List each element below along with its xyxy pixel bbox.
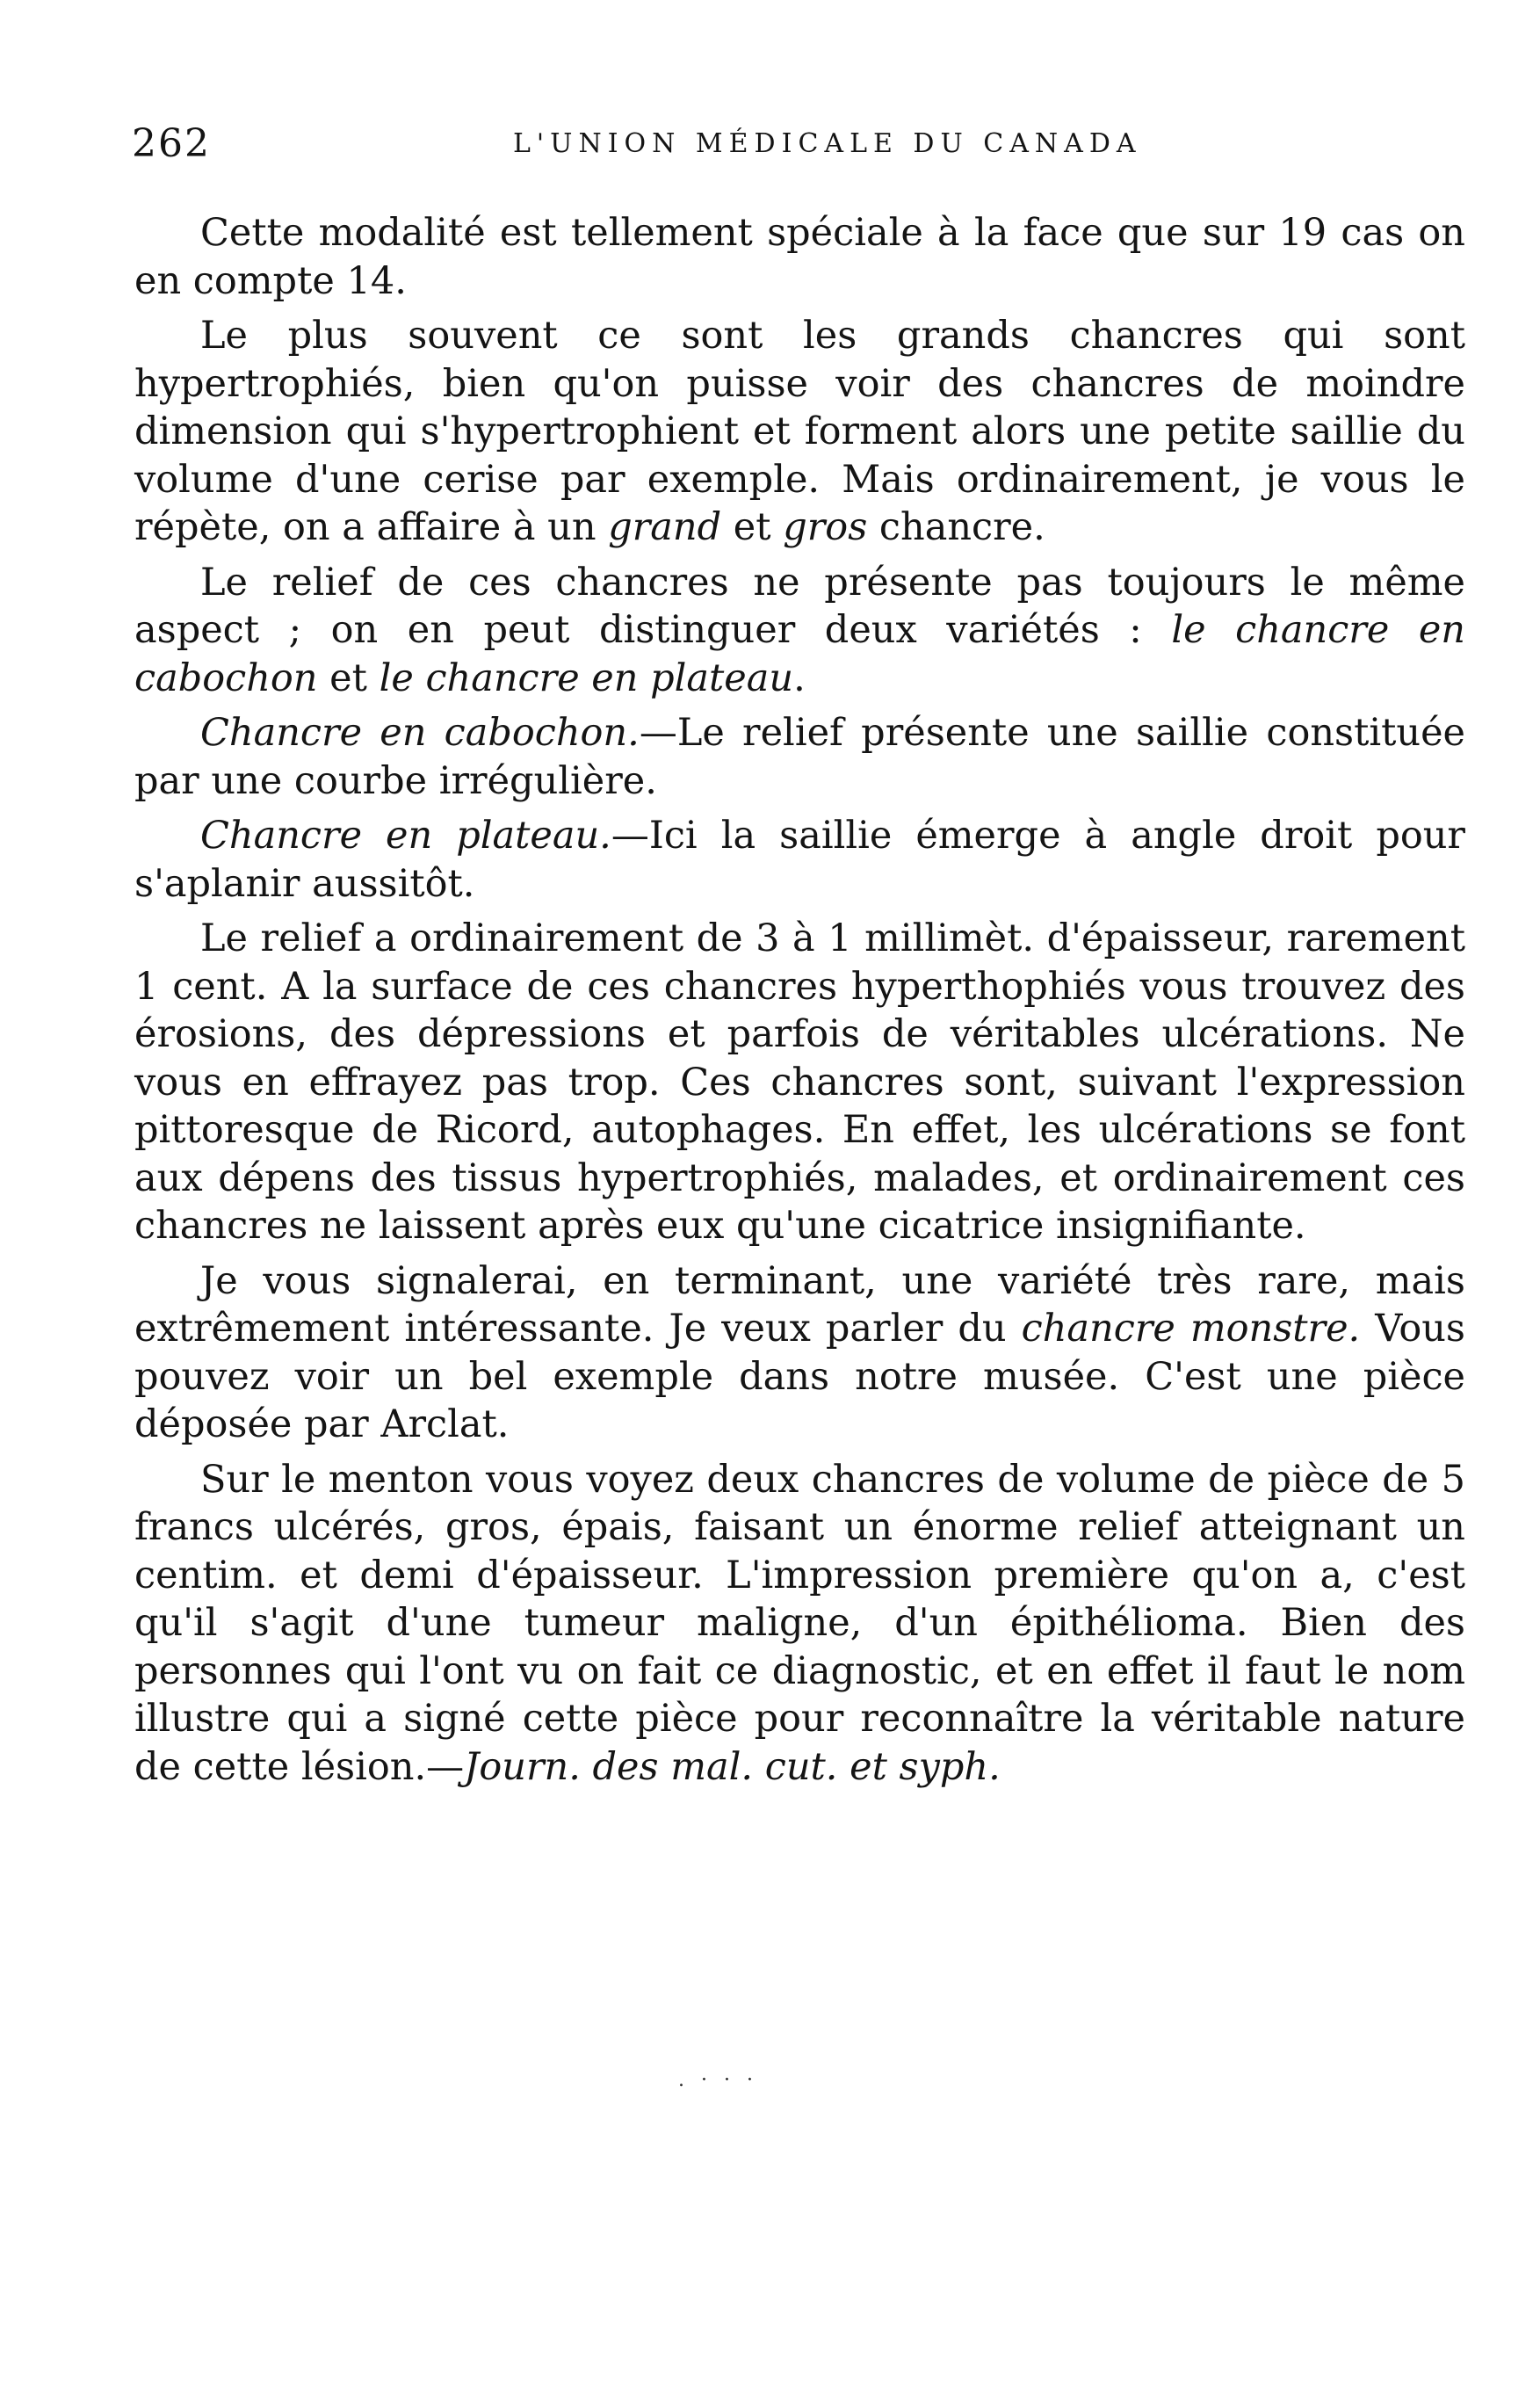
italic-term: chancre monstre. — [1021, 1307, 1361, 1351]
paragraph-8 — [134, 1456, 1465, 1792]
paragraph-1 — [134, 209, 1465, 305]
paragraph-text: chancre. — [867, 505, 1045, 549]
journal-title: L'UNION MÉDICALE DU CANADA — [513, 128, 1142, 159]
article-body — [134, 209, 1465, 1798]
paragraph-text: Le relief a ordinairement de 3 à 1 millimèt. d'épaisseur, rarement 1 cent. A la surface de ces chancres hyperthophiés vous trouvez des érosions, des dépressions et parfois de véritables ulcérations. Ne vous en effrayez pas trop. Ces chancres sont, suivant l'expression pittoresque de Ricord, autophages. En effet, les ulcérations se font aux dépens des tissus hypertrophiés, malades, et ordinairement ces chancres ne laissent après eux qu'une cicatrice insignifiante. — [134, 916, 1465, 1248]
italic-citation: Journ. des mal. cut. et syph. — [464, 1744, 1001, 1789]
italic-heading: Chancre en plateau. — [200, 814, 611, 858]
paragraph-text: Vous pouvez voir un bel exemple dans notre musée. C'est une pièce déposée par Arclat. — [134, 1307, 1465, 1446]
paragraph-text: Le plus souvent ce sont les grands chancres qui sont hypertrophiés, bien qu'on puisse voir des chancres de moindre dimension qui s'hypertrophient et forment alors une petite saillie du volume d'une cerise par exemple. Mais ordinairement, je vous le répète, on a affaire à un — [134, 314, 1465, 549]
paragraph-2 — [134, 312, 1465, 552]
paragraph-3 — [134, 559, 1465, 703]
paragraph-5 — [134, 812, 1465, 908]
paragraph-text: et — [721, 505, 784, 549]
running-head — [132, 121, 1467, 174]
paragraph-text: Cette modalité est tellement spéciale à la face que sur 19 cas on en compte 14. — [134, 211, 1465, 303]
paragraph-text: —Le relief présente une saillie constituée par une courbe irrégulière. — [134, 711, 1465, 803]
paragraph-text: Je vous signalerai, en terminant, une variété très rare, mais extrêmement intéressante. Je veux parler du — [134, 1258, 1465, 1351]
paragraph-text: et — [317, 656, 380, 700]
italic-term: grand — [608, 505, 722, 549]
italic-heading: Chancre en cabochon. — [200, 711, 640, 755]
paragraph-7 — [134, 1257, 1465, 1449]
italic-term: gros — [783, 505, 868, 549]
paragraph-text: . — [793, 656, 806, 700]
page-number: 262 — [132, 121, 211, 166]
paragraph-6 — [134, 915, 1465, 1250]
closing-ornament: . · · · — [678, 2069, 758, 2091]
paragraph-4 — [134, 709, 1465, 805]
paragraph-text: Le relief de ces chancres ne présente pas toujours le même aspect ; on en peut distinguer deux variétés : — [134, 560, 1465, 652]
paragraph-text: Sur le menton vous voyez deux chancres de volume de pièce de 5 francs ulcérés, gros, épais, faisant un énorme relief atteignant un centim. et demi d'épaisseur. L'impression première qu'on a, c'est qu'il s'agit d'une tumeur maligne, d'un épithélioma. Bien des personnes qui l'ont vu on fait ce diagnostic, et en effet il faut le nom illustre qui a signé cette pièce pour reconnaître la véritable nature de cette lésion.— — [134, 1457, 1465, 1789]
italic-term: le chancre en plateau — [379, 656, 794, 700]
paragraph-text: —Ici la saillie émerge à angle droit pour s'aplanir aussitôt. — [134, 814, 1465, 906]
italic-term: le chancre en cabochon — [134, 608, 1465, 700]
